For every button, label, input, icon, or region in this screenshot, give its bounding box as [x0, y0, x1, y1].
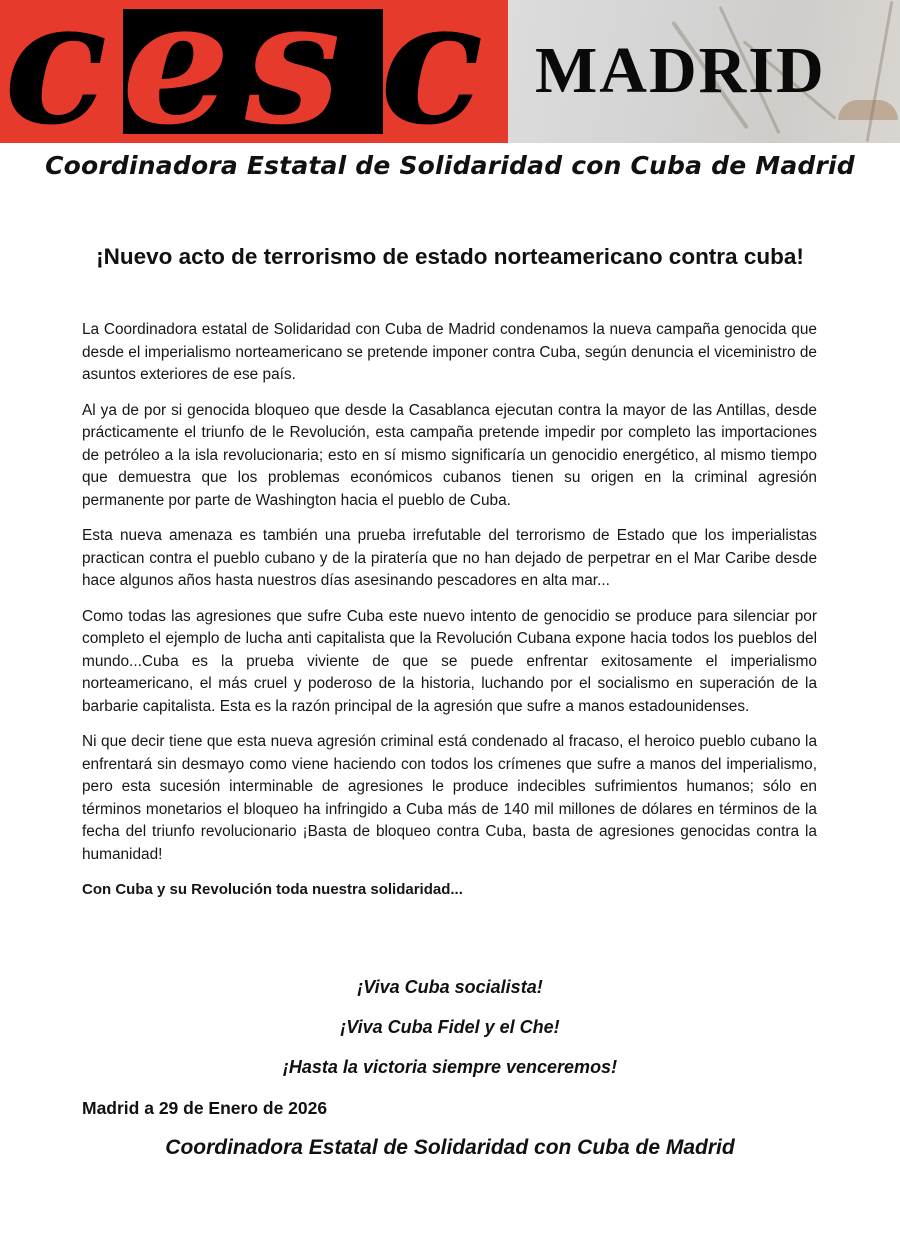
paragraph: Ni que decir tiene que esta nueva agresión criminal está condenado al fracaso, el heroico pueblo cubano la enfrentará sin desmayo como viene haciendo con todos los crímenes que sufre a manos del imperialismo, pero esta sucesión interminable de agresiones le produce indecibles sufrimientos humanos; sólo en términos monetarios el bloqueo ha infringido a Cuba más de 140 mil millones de dólares en términos de la fecha del triunfo revolucionario ¡Basta de bloqueo contra Cuba, basta de agresiones genocidas contra la humanidad! [82, 733, 817, 863]
organization-subtitle: Coordinadora Estatal de Solidaridad con Cuba de Madrid [45, 151, 855, 180]
date-line: Madrid a 29 de Enero de 2026 [82, 1098, 328, 1118]
city-name: MADRID [535, 34, 826, 107]
slogans [0, 970, 900, 1090]
logo-letter-c: c [380, 0, 480, 143]
slogan: ¡Viva Cuba socialista! [357, 977, 543, 997]
closing-line: Con Cuba y su Revolución toda nuestra solidaridad... [82, 881, 463, 898]
slogan: ¡Viva Cuba Fidel y el Che! [340, 1017, 560, 1037]
paragraph: Al ya de por si genocida bloqueo que desde la Casablanca ejecutan contra la mayor de las Antillas, desde prácticamente el triunfo de le Revolución, esta campaña pretende impedir por completo las importaciones de petróleo a la isla revolucionaria; esto en sí mismo significaría un genocidio energético, al mismo tiempo que demuestra que los problemas económicos cubanos tienen su origen en la criminal agresión permanente por parte de Washington hacia el pueblo de Cuba. [82, 401, 817, 509]
logo-letter-s: s [245, 0, 337, 143]
signature: Coordinadora Estatal de Solidaridad con Cuba de Madrid [165, 1136, 735, 1159]
branch-decoration [866, 1, 894, 142]
branch-decoration [838, 100, 898, 120]
banner-background-image [508, 0, 900, 143]
page-title: ¡Nuevo acto de terrorismo de estado norteamericano contra cuba! [96, 244, 804, 269]
logo-letter-e: e [122, 0, 227, 143]
paragraph: La Coordinadora estatal de Solidaridad con Cuba de Madrid condenamos la nueva campaña genocida que desde el imperialismo norteamericano se pretende imponer contra Cuba, según denuncia el viceministro de asuntos exteriores de ese país. [82, 321, 817, 383]
article-body [82, 319, 817, 915]
slogan: ¡Hasta la victoria siempre venceremos! [282, 1057, 618, 1077]
cesc-logo [0, 0, 508, 143]
header-banner [0, 0, 900, 143]
paragraph: Esta nueva amenaza es también una prueba irrefutable del terrorismo de Estado que los imperialistas practican contra el pueblo cubano y de la piratería que no han dejado de perpetrar en el Mar Caribe desde hace algunos años hasta nuestros días asesinando pescadores en alta mar... [82, 527, 817, 589]
paragraph: Como todas las agresiones que sufre Cuba este nuevo intento de genocidio se produce para silenciar por completo el ejemplo de lucha anti capitalista que la Revolución Cubana expone hacia todos los pueblos del mundo...Cuba es la prueba viviente de que se puede enfrentar exitosamente el imperialismo norteamericano, el más cruel y poderoso de la historia, luchando por el socialismo en superación de la barbarie capitalista. Esta es la razón principal de la agresión que sufre a manos estadounidenses. [82, 607, 817, 715]
logo-letter-c: c [4, 0, 104, 143]
